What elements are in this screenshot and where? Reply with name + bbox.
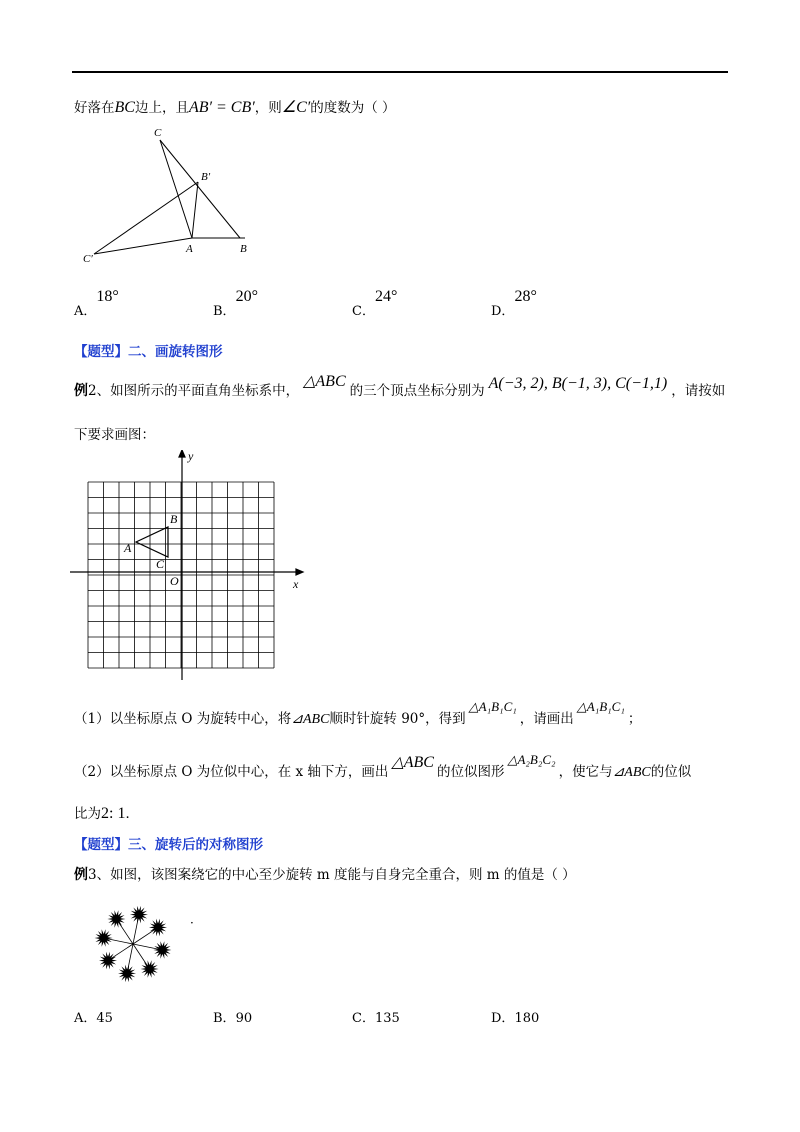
part2-line2-a: 比为 xyxy=(74,806,101,822)
part1-tri: ⊿ABC xyxy=(291,712,330,727)
q1-stem-pre: 好落在 xyxy=(74,100,115,116)
point-b-label: B xyxy=(170,512,178,526)
option-value: 24° xyxy=(374,288,398,305)
part1-tri-a1b1c1: △A₁B₁C₁ xyxy=(468,699,517,714)
q1-stem-mid: 边上，且 xyxy=(134,100,189,116)
part1-tri-a1b1c1-2: △A₁B₁C₁ xyxy=(576,699,625,714)
pattern-dot: · xyxy=(190,916,194,930)
part2-text-d: 的位似 xyxy=(650,764,692,780)
ex2-coords: A(−3, 2), B(−1, 3), C(−1,1) xyxy=(488,375,668,392)
ex2-post: ，请按如 xyxy=(671,383,726,399)
point-a-label: A xyxy=(124,541,132,555)
part1-text-c: ，请画出 xyxy=(519,711,574,727)
option-letter: C． xyxy=(352,1011,375,1026)
part2-text-c: ，使它与 xyxy=(558,764,613,780)
q1-label-b: B xyxy=(240,243,247,255)
coordinate-grid xyxy=(70,450,310,680)
option-value: 90 xyxy=(235,1011,253,1026)
q1-line-c-b xyxy=(160,140,240,238)
part1-text-b: 顺时针旋转 90°，得到 xyxy=(329,711,466,727)
ex2-tri: △ABC xyxy=(303,373,346,390)
option-value: 135 xyxy=(374,1011,400,1026)
ex3-option-d[interactable] xyxy=(491,1007,539,1026)
ex2-mid: 的三个顶点坐标分别为 xyxy=(349,383,485,399)
option-value: 180 xyxy=(514,1011,540,1026)
q1-option-a[interactable] xyxy=(74,288,119,320)
q1-stem xyxy=(74,96,396,117)
q1-line-a-bp xyxy=(192,182,198,238)
option-value: 18° xyxy=(96,288,119,305)
option-value: 28° xyxy=(514,288,537,305)
q1-label-cp: C′ xyxy=(83,253,93,265)
ex3-option-c[interactable] xyxy=(352,1007,400,1026)
option-letter: A． xyxy=(74,1011,97,1026)
part2-tri2: ⊿ABC xyxy=(612,765,651,780)
ex2-part2-line2 xyxy=(74,802,139,823)
q1-stem-angle: ∠C′ xyxy=(281,99,311,116)
flower-burst-icon xyxy=(141,960,159,978)
q1-stem-bc: BC xyxy=(114,99,135,116)
section3-heading: 【题型】三、旋转后的对称图形 xyxy=(74,837,263,853)
q1-option-c[interactable] xyxy=(352,288,398,320)
ex2-label: 例 xyxy=(74,383,88,399)
ex3-line xyxy=(74,863,576,884)
ex3-option-a[interactable] xyxy=(74,1007,113,1026)
part2-tri-a2b2c2: △A₂B₂C₂ xyxy=(507,752,556,767)
q1-triangle-figure xyxy=(80,124,270,274)
ex3-text: 3、如图，该图案绕它的中心至少旋转 m 度能与自身完全重合，则 m 的值是（ ） xyxy=(88,867,576,883)
ex2-line2: 下要求画图： xyxy=(74,427,155,443)
option-letter: C． xyxy=(352,304,375,319)
q1-label-a: A xyxy=(186,243,193,255)
flower-burst-icon xyxy=(130,906,148,924)
ex2-part1 xyxy=(74,699,642,728)
q1-label-bp: B′ xyxy=(201,171,211,183)
ex2-line1 xyxy=(74,373,726,400)
flower-burst-icon xyxy=(118,965,136,983)
q1-line-cp-bp xyxy=(94,182,198,254)
part2-line2-b: ． xyxy=(125,806,139,822)
q1-option-b[interactable] xyxy=(213,288,258,320)
part1-text-d: ； xyxy=(627,711,642,727)
q1-label-c: C xyxy=(154,127,162,139)
q1-line-cp-a xyxy=(94,238,192,254)
option-letter: D． xyxy=(491,1011,515,1026)
section2-heading: 【题型】二、画旋转图形 xyxy=(74,344,223,360)
flower-burst-icon xyxy=(149,919,167,937)
ex3-option-b[interactable] xyxy=(213,1007,252,1026)
option-letter: B． xyxy=(213,304,236,319)
x-axis-label: x xyxy=(293,577,299,591)
origin-label: O xyxy=(170,574,179,588)
flower-burst-icon xyxy=(153,941,171,959)
flower-burst-icon xyxy=(95,929,113,947)
ex3-label: 例 xyxy=(74,867,88,883)
ex2-intro: 2、如图所示的平面直角坐标系中， xyxy=(88,383,300,399)
part2-text-b: 的位似图形 xyxy=(436,764,505,780)
x-axis-arrow-icon xyxy=(296,569,303,575)
flower-burst-icon xyxy=(99,952,117,970)
option-letter: A． xyxy=(74,304,97,319)
option-letter: D． xyxy=(491,304,515,319)
q1-option-d[interactable] xyxy=(491,288,537,320)
y-axis-arrow-icon xyxy=(179,450,185,457)
ex2-part2 xyxy=(74,752,692,781)
flower-burst-icon xyxy=(107,910,125,928)
q1-stem-post: 的度数为（ ） xyxy=(310,100,396,116)
q1-stem-eq: AB′ = CB′ xyxy=(188,99,255,116)
option-value: 45 xyxy=(96,1011,113,1026)
point-c-label: C xyxy=(156,557,165,571)
part2-ratio: 2: 1 xyxy=(101,805,126,822)
part1-text-a: （1）以坐标原点 O 为旋转中心，将 xyxy=(74,711,292,727)
option-letter: B． xyxy=(213,1011,236,1026)
triangle-abc xyxy=(136,527,168,557)
flower-pattern-figure xyxy=(88,898,188,988)
y-axis-label: y xyxy=(188,450,194,463)
part2-tri: △ABC xyxy=(391,754,434,771)
q1-stem-mid2: ，则 xyxy=(254,100,282,116)
part2-text-a: （2）以坐标原点 O 为位似中心，在 x 轴下方，画出 xyxy=(74,764,389,780)
header-rule xyxy=(72,71,728,73)
option-value: 20° xyxy=(235,288,258,305)
